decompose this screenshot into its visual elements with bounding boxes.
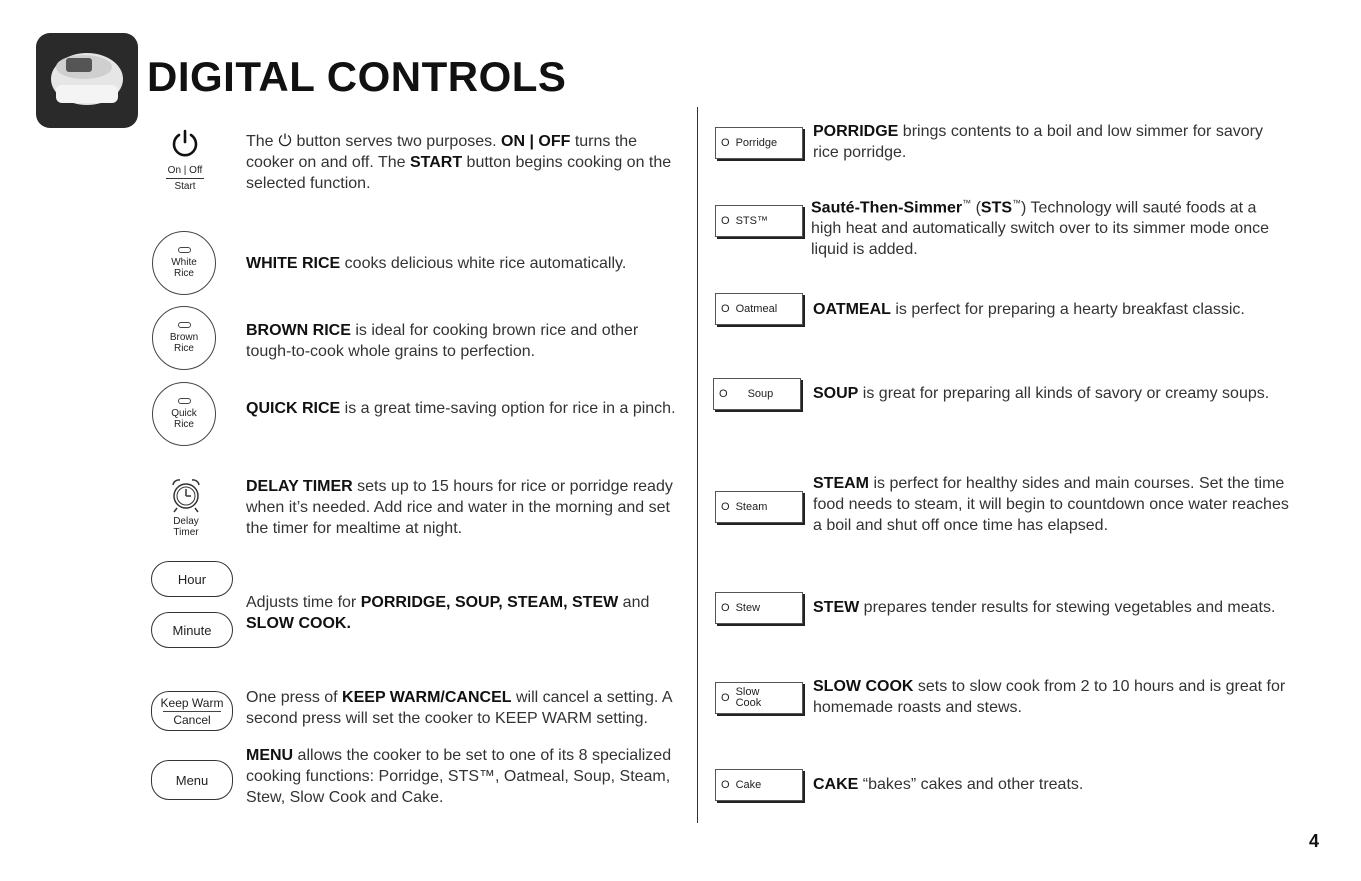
white-rice-description: WHITE RICE cooks delicious white rice automatically. <box>246 255 627 272</box>
indicator-light <box>178 322 191 328</box>
page-number: 4 <box>1309 831 1320 851</box>
power-button-label: On | Off <box>167 165 203 176</box>
minute-button[interactable]: Minute <box>151 612 233 648</box>
power-description: The button serves two purposes. ON | OFF turns the cooker on and off. The START button begins cooking on the selected function. <box>246 133 672 192</box>
sts-description: Sauté-Then-Simmer™ (STS™) Technology will sauté foods at a high heat and automatically switch over to its simmer mode once liquid is added. <box>811 198 1269 259</box>
column-divider <box>697 107 698 823</box>
porridge-description: PORRIDGE brings contents to a boil and low simmer for savory rice porridge. <box>813 123 1263 161</box>
delay-timer-button[interactable]: Delay Timer <box>160 475 212 538</box>
soup-description: SOUP is great for preparing all kinds of savory or creamy soups. <box>813 385 1270 402</box>
page-title: DIGITAL CONTROLS <box>147 53 567 100</box>
sts-button[interactable]: O STS™ <box>715 205 805 239</box>
indicator-light <box>178 247 191 253</box>
quick-rice-description: QUICK RICE is a great time-saving option for rice in a pinch. <box>246 400 676 417</box>
quick-rice-button[interactable]: Quick Rice <box>152 382 216 446</box>
steam-description: STEAM is perfect for healthy sides and main courses. Set the time food needs to steam, it will begin to countdown once water reaches a boil and shut off once time has elapsed. <box>813 475 1289 534</box>
cake-description: CAKE “bakes” cakes and other treats. <box>813 776 1084 793</box>
keep-warm-cancel-button[interactable]: Keep Warm Cancel <box>151 691 233 731</box>
oatmeal-description: OATMEAL is perfect for preparing a hearty breakfast classic. <box>813 301 1245 318</box>
power-button[interactable] <box>160 128 210 192</box>
soup-button[interactable]: O Soup <box>713 378 803 412</box>
porridge-button[interactable]: O Porridge <box>715 127 805 161</box>
alarm-clock-icon <box>167 475 205 515</box>
power-inline-icon <box>278 132 292 147</box>
delay-timer-description: DELAY TIMER sets up to 15 hours for rice or porridge ready when it’s needed. Add rice and water in the morning and set the timer for mealtime at night. <box>246 478 673 537</box>
keep-warm-description: One press of KEEP WARM/CANCEL will cancel a setting. A second press will set the cooker to KEEP WARM setting. <box>246 689 672 727</box>
slow-cook-description: SLOW COOK sets to slow cook from 2 to 10 hours and is great for homemade roasts and stews. <box>813 678 1286 716</box>
brown-rice-description: BROWN RICE is ideal for cooking brown rice and other tough-to-cook whole grains to perfection. <box>246 322 639 360</box>
brown-rice-button[interactable]: Brown Rice <box>152 306 216 370</box>
power-icon <box>171 128 199 158</box>
stew-button[interactable]: O Stew <box>715 592 805 626</box>
cake-button[interactable]: O Cake <box>715 769 805 803</box>
menu-button[interactable]: Menu <box>151 760 233 800</box>
hour-button[interactable]: Hour <box>151 561 233 597</box>
start-button-label: Start <box>174 181 196 192</box>
indicator-light <box>178 398 191 404</box>
stew-description: STEW prepares tender results for stewing vegetables and meats. <box>813 599 1276 616</box>
slow-cook-button[interactable]: O Slow Cook <box>715 682 805 716</box>
oatmeal-button[interactable]: O Oatmeal <box>715 293 805 327</box>
white-rice-button[interactable]: White Rice <box>152 231 216 295</box>
rice-cooker-image <box>36 33 138 128</box>
menu-description: MENU allows the cooker to be set to one of its 8 specialized cooking functions: Porridge, STS™, Oatmeal, Soup, Steam, Stew, Slow Cook and Cake. <box>246 747 672 806</box>
time-adjust-description: Adjusts time for PORRIDGE, SOUP, STEAM, STEW and SLOW COOK. <box>246 594 650 632</box>
steam-button[interactable]: O Steam <box>715 491 805 525</box>
